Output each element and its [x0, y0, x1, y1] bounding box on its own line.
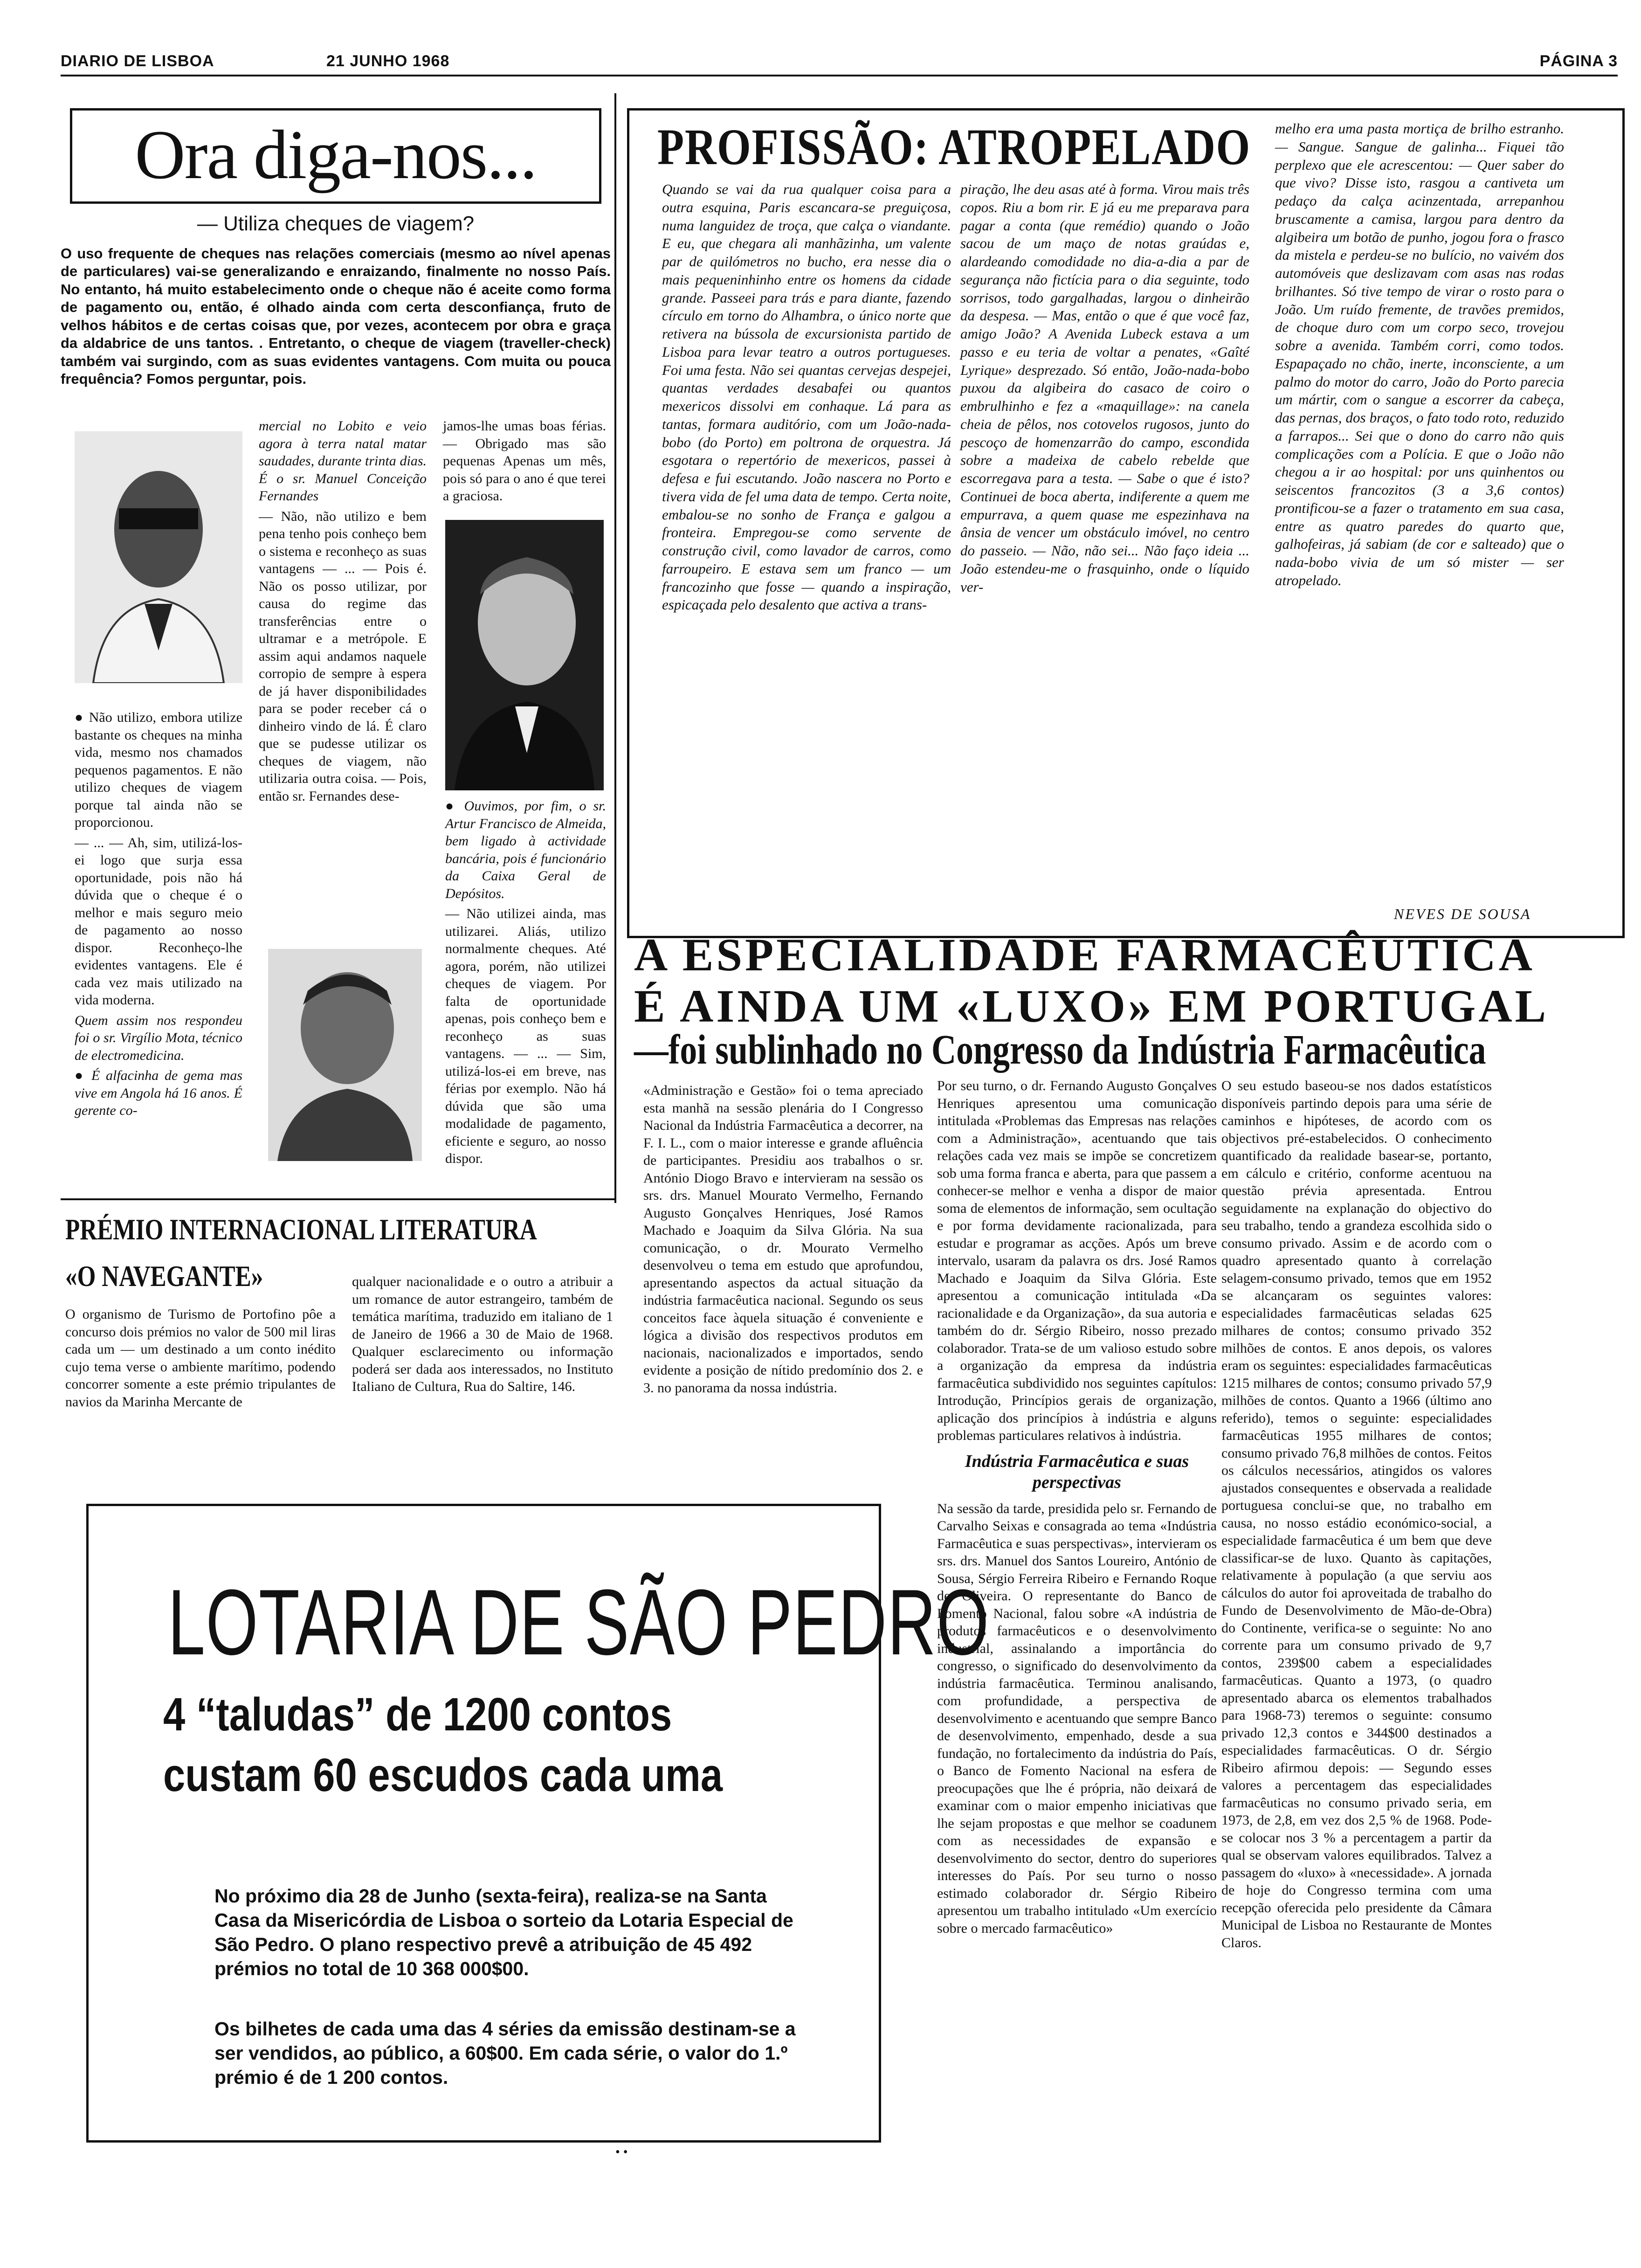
ora-col3-text: — Não utilizei ainda, mas utilizarei. Aliás, utilizo normalmente cheques. Até agora, porém, não utilizei cheques de viagem. Por falta de oportunidade apenas, pois conheço bem e reconheço as suas vantagens. — ... — Sim, utilizá-los-ei em breve, nas férias por exemplo. Não há dúvida que são uma modalidade de pagamento, eficiente e seguro, ao nosso dispor.: [445, 906, 606, 1166]
ora-col2: [259, 417, 427, 808]
farmacia-crosshead: Indústria Farmacêutica e suas perspectivas: [965, 1451, 1189, 1493]
farmacia-headline-2: É AINDA UM «LUXO» EM PORTUGAL: [634, 980, 1549, 1032]
lotaria-advert: [86, 1504, 990, 2143]
ora-answer-mota: [75, 709, 242, 1122]
lotaria-para1: No próximo dia 28 de Junho (sexta-feira), realiza-se na Santa Casa da Misericórdia de Lisboa o sorteio da Lotaria Especial de São Pedro. O plano respectivo prevê a atribuição de 45 492 prémios no total de 10 368 000$00.: [214, 1885, 793, 1980]
farmacia-col2: [937, 1077, 1217, 1940]
profissao-col3: melho era uma pasta mortiça de brilho estranho. — Sangue. Sangue de galinha... Fiquei tão perplexo que ele acrescentou: — Quer saber do que vivo? Disse isto, rasgou a cantiveta um pedaço da calça acinzentada, arrepanhou bruscamente a camisa, largou para dentro da algibeira um botão de punho, jogou fora o frasco da mistela e perdeu-se no bulício, no vaivém dos automóveis que deslizavam com asas nas rodas brilhantes. Só tive tempo de virar o rosto para o João. Um ruído fremente, de travões premidos, de choque duro com um corpo seco, trovejou sobre a avenida. Também corri, como todos. Espapaçado no chão, inerte, inconsciente, a um palmo do motor do carro, João do Porto parecia um mártir, com o sangue a escorrer da cabeça, das pernas, dos braços, o fato todo roto, reduzido a farrapos... Sei que o dono do carro não quis complicações com a Polícia. E que o João não chegou a ir ao hospital: por uns quinhentos ou seiscentos francozitos (3 a 3,6 contos) prontificou-se a fazer o tratamento em sua casa, entre as quatro paredes do quarto que, galhofeiras, já sabiam (de cor e salteado) que o nada-bobo vivia de um só mister — ser atropelado.: [1275, 120, 1564, 588]
ora-col2-text: — Não, não utilizo e bem pena tenho pois conheço bem o sistema e reconheço as suas vantagens — ... — Pois é. Não os posso utilizar, por causa do regime das transferências entre o ultramar e a metrópole. E assim aqui andamos naquele corropio de sempre à espera de já haver disponibilidades para se poder receber cá o dinheiro vindo de lá. É claro que se pudesse utilizar os cheques de viagem, não utilizaria outra coisa. — Pois, então sr. Fernandes dese-: [259, 508, 427, 804]
ora-text-mota: — ... — Ah, sim, utilizá-los-ei logo que surja essa oportunidade, pois não há dúvida que o cheque é o melhor e mais seguro meio de pagamento ao nosso dispor. Reconheço-lhe evidentes vantagens. Ele é cada vez mais utilizado na vida moderna.: [75, 835, 242, 1008]
masthead-rule: [61, 75, 1618, 76]
ora-caption-mota: ● Não utilizo, embora utilize bastante os cheques na minha vida, mesmo nos chamados pequenos pagamentos. E não utilizo cheques de viagem porque tal ainda não se proporcionou.: [75, 710, 242, 830]
farmacia-subhead: —foi sublinhado no Congresso da Indústria Farmacêutica: [634, 1027, 1486, 1073]
paper-name: DIARIO DE LISBOA: [61, 52, 214, 70]
profissao-col1: Quando se vai da rua qualquer coisa para a outra esquina, Paris escancara-se preguiçosa, numa languidez de troça, que calça o viandante. E eu, que chegara ali manhãzinha, um valente par de quilómetros no bucho, era nesse dia o mais pequeninhinho entre os homens da cidade grande. Passeei para trás e para diante, fazendo círculo em torno do Alhambra, o único norte que retivera na bússola de excursionista partido de Lisboa para levar teatro a outros portugueses. Foi uma festa. Não sei quantas cervejas despejei, quantas verdades desabafei ou quantos mexericos dissolvi em conhaque. Lá para as tantas, formara auditório, com um João-nada-bobo (do Porto) em poltrona de orquestra. Já esgotara o repertório de mexericos, passei à defesa e fui escutando. João nascera no Porto e tivera vida de fel uma data de tempo. Certa noite, embalou-se no sonho de França e galgou a fronteira. Empregou-se como servente de construção civil, como lavador de carros, como farroupeiro. E estava sem um franco — um francozinho que fosse — quando a inspiração, espicaçada pelo desalento que activa a trans-: [662, 181, 951, 613]
lotaria-para2: Os bilhetes de cada uma das 4 séries da emissão destinam-se a ser vendidos, ao público, a 60$00. Em cada série, o valor do 1.º prémio é de 1 200 contos.: [214, 2018, 796, 2088]
premio-col2: qualquer nacionalidade e o outro a atribuir a um romance de autor estrangeiro, também de temática marítima, traduzido em italiano de 1 de Janeiro de 1966 a 30 de Maio de 1968. Qualquer esclarecimento ou informação poderá ser dada aos interessados, no Instituto Italiano de Cultura, Rua do Saltire, 146.: [352, 1274, 613, 1394]
profissao-box: [627, 108, 1625, 938]
ora-question: — Utiliza cheques de viagem?: [197, 212, 475, 235]
premio-title-2: «O NAVEGANTE»: [65, 1259, 263, 1293]
portrait-photo-2: [445, 520, 604, 790]
farmacia-col2-text: Por seu turno, o dr. Fernando Augusto Gonçalves Henriques apresentou uma comunicação intitulada «Problemas das Empresas nas relações com a Administração», acentuando que tais relações cada vez mais se impõe se concretizem sob uma forma franca e aberta, para que passem a conhecer-se melhor e venha a dispor de maior soma de elementos de informação, sem ocultação e por forma devidamente racionalizada, para estudar e programar as acções. Após um breve intervalo, usaram da palavra os drs. José Ramos Machado e Joaquim da Silva Glória. Este apresentou a comunicação intitulada «Da racionalidade e da Organização», da sua autoria e também do dr. Sérgio Ribeiro, nosso prezado colaborador. Trata-se de um valioso estudo sobre a organização da empresa da indústria farmacêutica subdividido nos seguintes capítulos: Introdução, Princípios gerais de organização, aplicação dos princípios à indústria e alguns problemas particulares relativos à indústria.: [937, 1078, 1217, 1443]
premio-title-1: PRÉMIO INTERNACIONAL LITERATURA: [65, 1213, 537, 1246]
lotaria-line1: 4 “taludas” de 1200 contos: [163, 1688, 672, 1741]
profissao-author: NEVES DE SOUSA: [1394, 906, 1531, 922]
issue-date: 21 JUNHO 1968: [326, 52, 450, 70]
ora-col3: [443, 417, 606, 508]
ora-caption-almeida: ● Ouvimos, por fim, o sr. Artur Francisco de Almeida, bem ligado à actividade bancária, pois é funcionário da Caixa Geral de Depósitos.: [445, 798, 606, 901]
premio-rule: [61, 1198, 615, 1200]
ora-intro: O uso frequente de cheques nas relações comerciais (mesmo ao nível apenas de particulares) vai-se generalizando e enraizando, finalmente no nosso País. No entanto, há muito estabelecimento onde o cheque não é aceite como forma de pagamento ou, então, é olhado ainda com certa desconfiança, fruto de velhos hábitos e de certas coisas que, por vezes, acontecem por obra e graça da aldabrice de uns tantos. . Entretanto, o cheque de viagem (traveller-check) também vai surgindo, com as suas evidentes vantagens. Com muita ou pouca frequência? Fomos perguntar, pois.: [61, 245, 611, 387]
ora-col3-bottom: [445, 797, 606, 1170]
ora-title-box: [70, 108, 601, 204]
farmacia-headline-1: A ESPECIALIDADE FARMACÊUTICA: [634, 929, 1535, 981]
ora-col2-top: mercial no Lobito e veio agora à terra natal matar saudades, durante trinta dias. É o sr. Manuel Conceição Fernandes: [259, 418, 427, 504]
ora-credit-mota: Quem assim nos respondeu foi o sr. Virgílio Mota, técnico de electromedicina.: [75, 1012, 242, 1063]
profissao-title: PROFISSÃO: ATROPELADO: [657, 118, 1251, 175]
portrait-photo-3: [268, 949, 422, 1161]
ora-title: Ora diga-nos...: [135, 116, 537, 194]
lotaria-title: LOTARIA DE SÃO PEDRO: [168, 1570, 990, 1674]
column-rule: [614, 93, 616, 1203]
page-number: PÁGINA 3: [1539, 52, 1618, 70]
profissao-col2: piração, lhe deu asas até à forma. Virou mais três copos. Riu a bom rir. E já eu me preparava para pagar a conta (que remédio) quando o João sacou de um maço de notas graúdas e, alardeando comodidade no dia-a-dia a par de segurança não fictícia para o dia seguinte, todo sorrisos, todo gargalhadas, largou o dinheirão da despesa. — Mas, então o que é que você faz, amigo João? A Avenida Lubeck estava a um passo e eu teria de voltar a penates, «Gaîté Lyrique» desprezado. Só então, João-nada-bobo puxou da algibeira do casaco de coiro o embrulhinho e fez a «maquillage»: na canela cheia de pêlos, nos cotovelos rugosos, junto do pescoço de homenzarrão do campo, escondida sobre a madeixa de cabelo rebelde que escorregava para a testa. — Sabe o que é isto? Continuei de boca aberta, indiferente a quem me empurrava, a quem quase me espezinhava na ânsia de vencer um obstáculo imóvel, no centro do passeio. — Não, não sei... Não faço ideia ... João estendeu-me o frasquinho, onde o líquido ver-: [960, 181, 1249, 595]
portrait-photo-1: [75, 431, 242, 683]
farmacia-col1: «Administração e Gestão» foi o tema apreciado esta manhã na sessão plenária do I Congresso Nacional da Indústria Farmacêutica a decorrer, na F. I. L., com o maior interesse e grande afluência de participantes. Presidiu aos trabalhos o sr. António Diogo Bravo e intervieram na sessão os srs. drs. Manuel Mourato Vermelho, Fernando Augusto Gonçalves Henriques, José Ramos Machado e Joaquim da Silva Glória. Na sua comunicação, o dr. Mourato Vermelho desenvolveu o tema em estudo que aprofundou, apresentando aspectos da actual situação da indústria farmacêutica nacional. Segundo os seus conceitos face àquela situação é conveniente e lógica a divisão dos respectivos produtos em nacionais, nacionalizados e importados, sendo evidente a posição de nítido predomínio dos 2. e 3. no panorama da nossa indústria.: [643, 1083, 923, 1396]
lotaria-line2: custam 60 escudos cada uma: [163, 1749, 723, 1801]
ora-caption-fernandes: ● É alfacinha de gema mas vive em Angola há 16 anos. É gerente co-: [75, 1068, 242, 1118]
footer-marks: • •: [615, 2145, 628, 2159]
farmacia-col3: O seu estudo baseou-se nos dados estatísticos disponíveis partindo depois para uma série de caminhos e hipóteses, de acordo com os objectivos pré-estabelecidos. O conhecimento quantificado da realidade basear-se, portanto, em cálculo e critério, conforme acentuou na questão prévia apresentada. Entrou seguidamente na explanação do objectivo do seu trabalho, tendo a grandeza escolhida sido o consumo privado. Assim e de acordo com o quadro apresentado quanto à correlação selagem-consumo privado, temos que em 1952 se alcançaram os seguintes valores: especialidades farmacêuticas seladas 625 milhares de contos; consumo privado 352 milhões de contos. E anos depois, os valores eram os seguintes: especialidades farmacêuticas 1215 milhares de contos; consumo privado 57,9 milhões de contos. Quanto a 1966 (último ano referido), temos o seguinte: especialidades farmacêuticas 1955 milhares de contos; consumo privado 76,8 milhões de contos. Feitos os cálculos necessários, atingidos os valores ajustados consequentes e observada a realidade portuguesa conclui-se que, no trabalho em causa, no nosso estádio económico-social, a especialidade farmacêutica é um bem que deve classificar-se de luxo. Quanto às capitações, relativamente à população (a que serviu aos cálculos do autor foi aproveitada de trabalho do Fundo de Desenvolvimento de Mão-de-Obra) do Continente, verifica-se o seguinte: No ano corrente para um consumo privado de 9,7 contos, 239$00 cabem a especialidades farmacêuticas. Quanto a 1973, (o quadro apresentado abarca os elementos trabalhados para 1968-73) teremos o seguinte: consumo privado 12,3 contos e 344$00 destinados a especialidades farmacêuticas. O dr. Sérgio Ribeiro afirmou depois: — Segundo esses valores a percentagem das especialidades farmacêuticas no consumo privado seria, em 1973, de 2,8, em vez dos 2,5 % de 1968. Pode-se colocar nos 3 % a percentagem a partir da qual se observam valores equilibrados. Talvez a passagem do «luxo» à «necessidade». A jornada de hoje do Congresso termina com uma recepção oferecida pelo presidente da Câmara Municipal de Lisboa no Restaurante de Montes Claros.: [1221, 1078, 1492, 1950]
masthead: [61, 52, 1618, 74]
farmacia-col2b-text: Na sessão da tarde, presidida pelo sr. Fernando de Carvalho Seixas e consagrada ao tema «Indústria Farmacêutica e suas perspectivas», intervieram os srs. drs. Manuel dos Santos Loureiro, António de Sousa, Sérgio Ferreira Ribeiro e Fernando Roque de Oliveira. O representante do Banco de Fomento Nacional, falou sobre «A indústria de produtos farmacêuticos e o desenvolvimento industrial, assinalando a importância do congresso, o significado do desenvolvimento da indústria farmacêutica. Terminou analisando, com profundidade, a perspectiva de desenvolvimento e acentuando que sempre Banco de desenvolvimento, empenhado, desde a sua fundação, no fortalecimento da indústria do País, o Banco de Fomento Nacional na esfera de preocupações que lhe é própria, não deixará de examinar com o maior empenho iniciativas que lhe sejam propostas e que melhor se coadunem com as necessidades de expansão e desenvolvimento do sector, dentro do superiores interesses do País. Por seu turno o nosso estimado colaborador dr. Sérgio Ribeiro apresentou um trabalho intitulado «Um exercício sobre o mercado farmacêutico»: [937, 1500, 1217, 1936]
ora-col3-top: jamos-lhe umas boas férias. — Obrigado mas são pequenas Apenas um mês, pois só para o ano é que terei a graciosa.: [443, 418, 606, 504]
premio-col1: O organismo de Turismo de Portofino pôe a concurso dois prémios no valor de 500 mil liras cada um — um destinado a um conto inédito cujo tema verse o ambiente marítimo, podendo concorrer somente a este prémio tripulantes de navios da Marinha Mercante de: [65, 1307, 336, 1410]
